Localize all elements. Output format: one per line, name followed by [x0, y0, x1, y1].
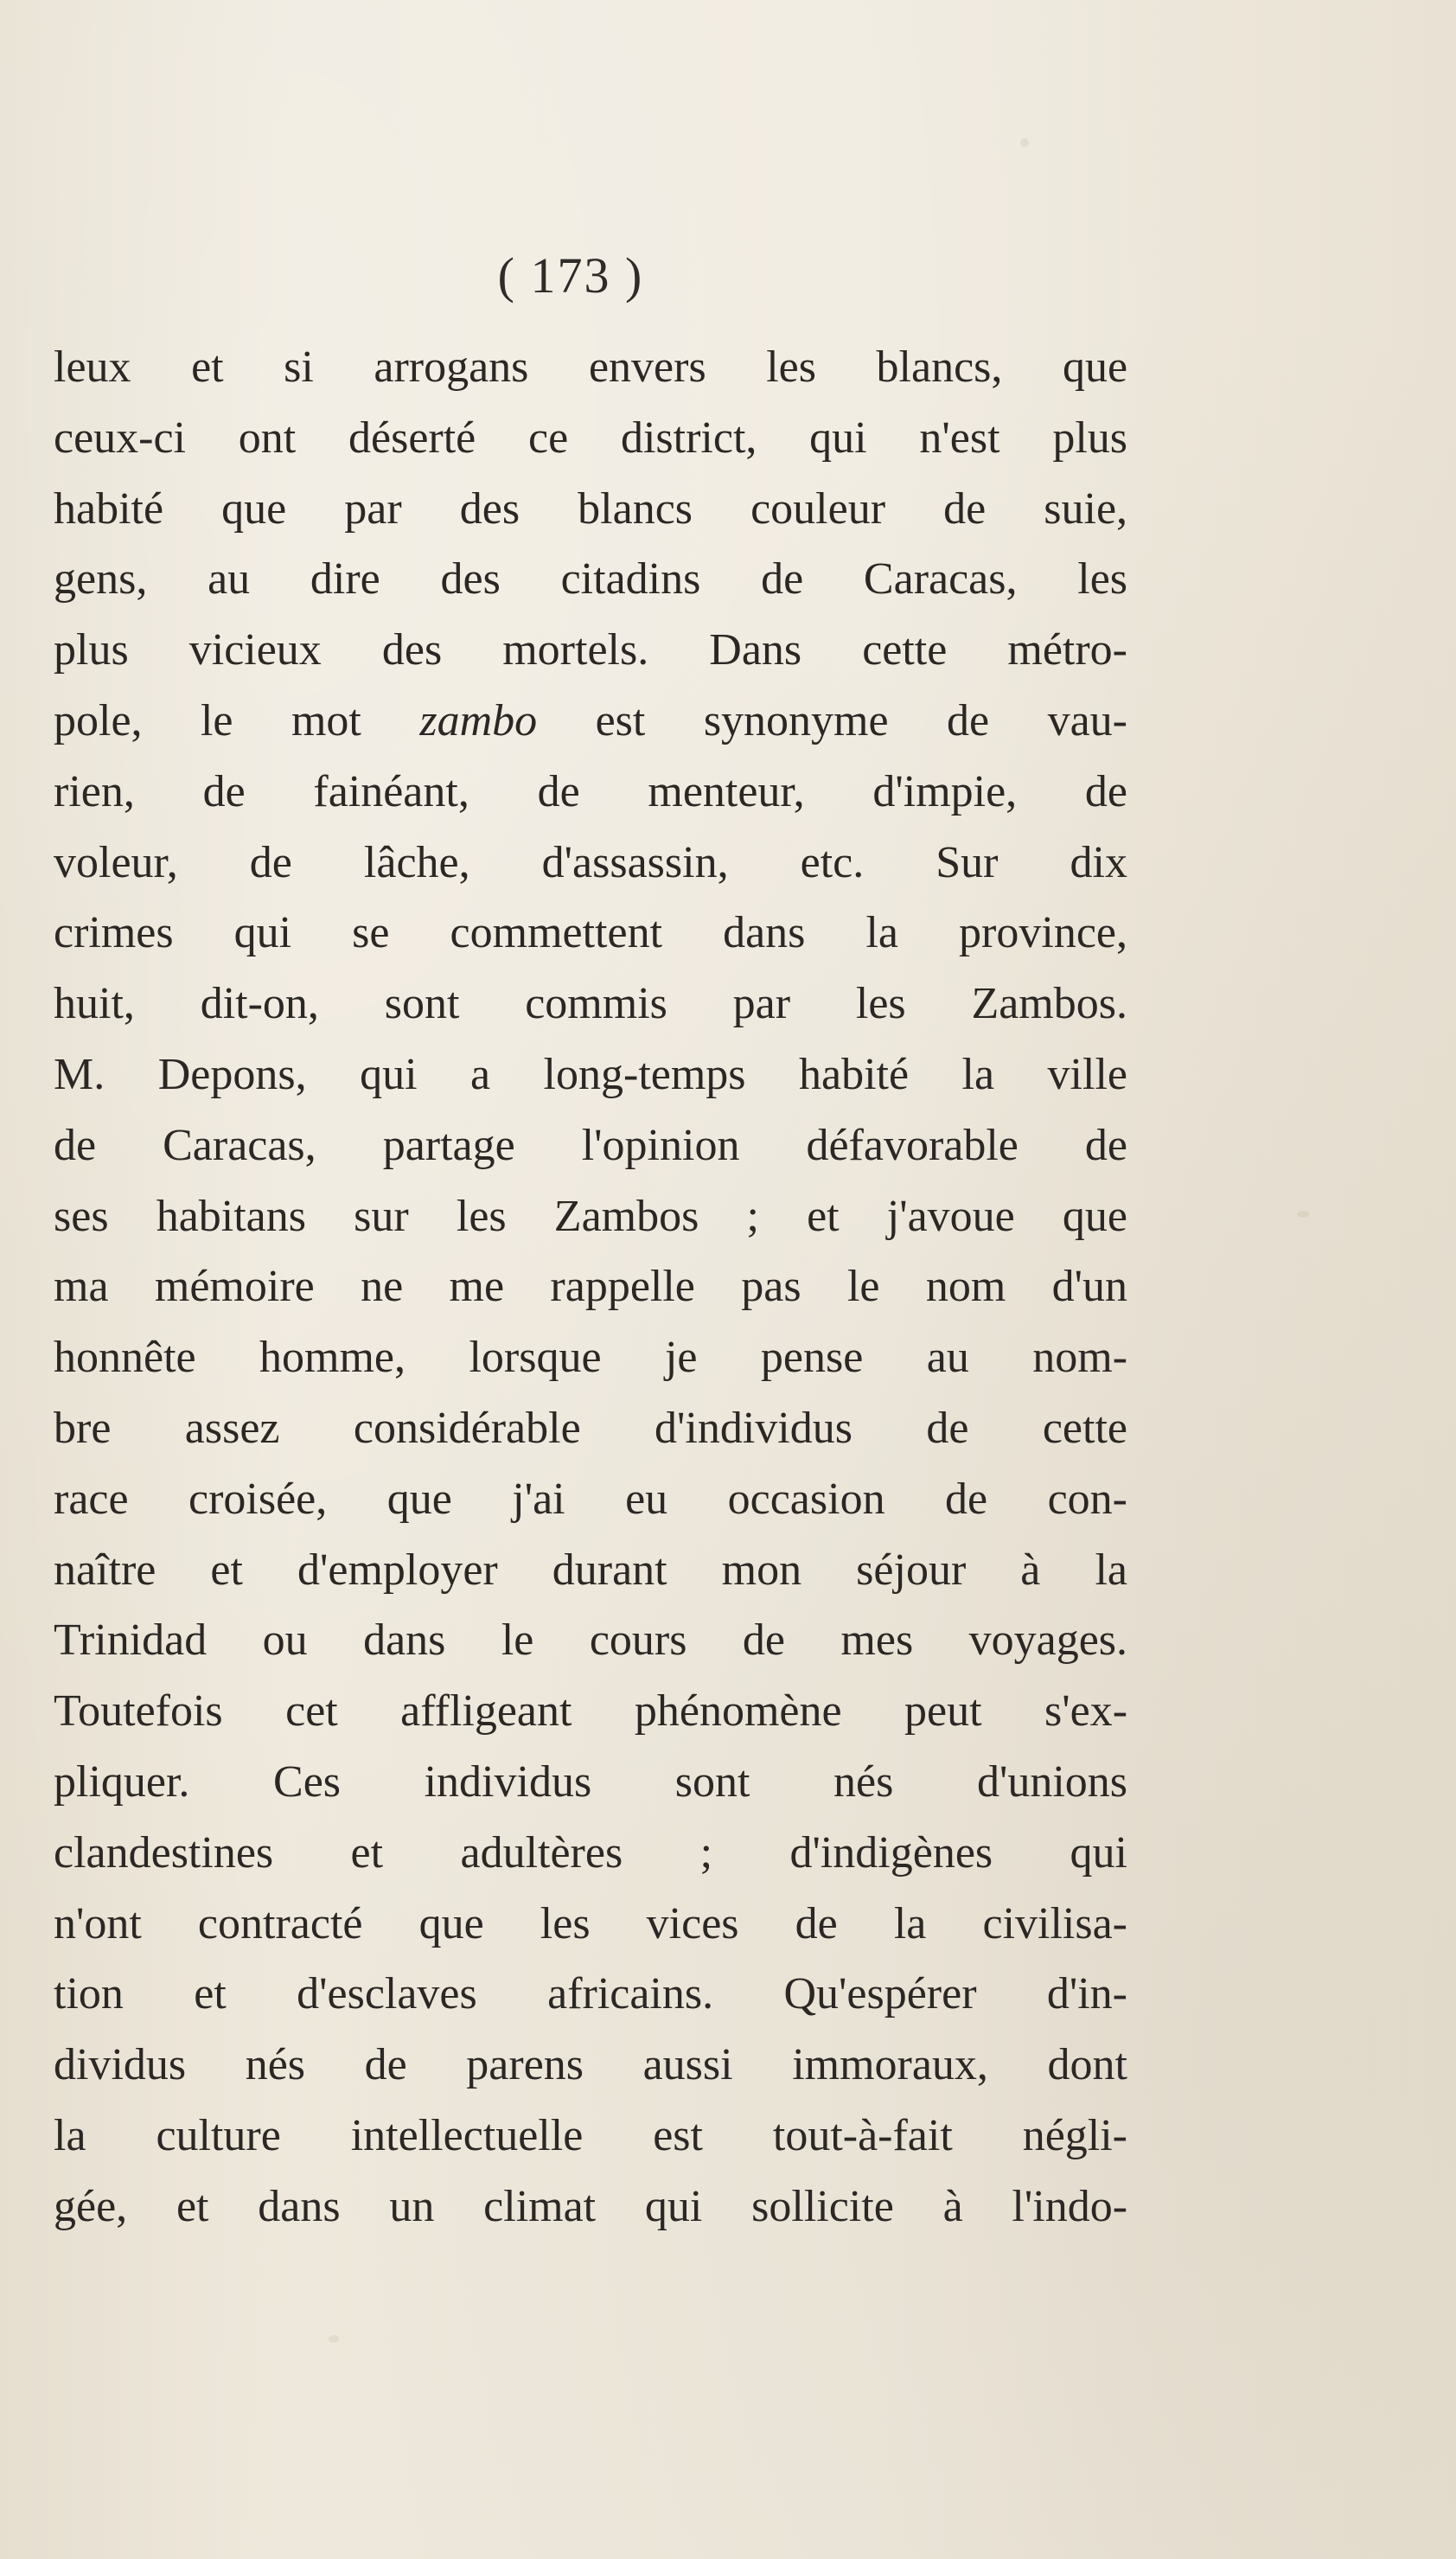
text-line: [54, 2101, 1127, 2172]
text-line: [54, 757, 1127, 828]
text-segment: M. Depons, qui a long-temps habité la ville: [54, 1049, 1127, 1099]
text-segment: est synonyme de vau-: [537, 695, 1127, 745]
text-segment: naître et d'employer durant mon séjour à la: [54, 1545, 1127, 1595]
text-segment: habité que par des blancs couleur de suie,: [54, 483, 1128, 534]
text-line: [54, 2030, 1127, 2101]
text-line: [54, 1040, 1127, 1110]
text-segment: ses habitans sur les Zambos ; et j'avoue que: [54, 1191, 1127, 1241]
text-line: [54, 403, 1127, 474]
text-segment: huit, dit-on, sont commis par les Zambos.: [54, 979, 1127, 1029]
text-line: [54, 1393, 1127, 1464]
text-segment: race croisée, que j'ai eu occasion de con-: [54, 1474, 1127, 1524]
text-line: [54, 332, 1127, 403]
text-line: [54, 1889, 1127, 1960]
text-line: [54, 1322, 1127, 1393]
text-line: [54, 474, 1127, 545]
text-segment: gée, et dans un climat qui sollicite à l'indo-: [54, 2181, 1128, 2231]
text-line: [54, 828, 1127, 899]
paper-stain: [329, 2335, 339, 2343]
text-line: [54, 969, 1127, 1040]
text-line: [54, 1747, 1127, 1818]
text-segment: rien, de fainéant, de menteur, d'impie, de: [54, 766, 1127, 816]
text-line: [54, 615, 1127, 686]
text-segment: leux et si arrogans envers les blancs, que: [54, 342, 1128, 392]
text-segment: Trinidad ou dans le cours de mes voyages.: [54, 1615, 1128, 1666]
text-segment: pliquer. Ces individus sont nés d'unions: [54, 1756, 1128, 1807]
text-segment: la culture intellectuelle est tout-à-fait négli-: [54, 2110, 1127, 2160]
page-number: ( 173 ): [497, 247, 644, 304]
text-line: [54, 1676, 1127, 1747]
text-segment: pole, le mot: [54, 695, 420, 745]
text-segment: crimes qui se commettent dans la province,: [54, 908, 1127, 958]
text-segment: gens, au dire des citadins de Caracas, les: [54, 554, 1128, 605]
text-segment: ma mémoire ne me rappelle pas le nom d'un: [54, 1262, 1128, 1312]
text-segment: honnête homme, lorsque je pense au nom-: [54, 1333, 1128, 1383]
text-line: [54, 1818, 1127, 1889]
text-segment: ceux-ci ont déserté ce district, qui n'est plus: [54, 413, 1127, 463]
paper-stain: [1297, 1211, 1309, 1218]
text-segment: plus vicieux des mortels. Dans cette métro-: [54, 625, 1128, 675]
text-line: [54, 898, 1127, 969]
italic-word: zambo: [419, 695, 538, 745]
text-segment: de Caracas, partage l'opinion défavorable de: [54, 1120, 1127, 1170]
text-segment: dividus nés de parens aussi immoraux, dont: [54, 2040, 1127, 2090]
text-line: [54, 1464, 1127, 1535]
text-segment: n'ont contracté que les vices de la civilisa-: [54, 1898, 1127, 1948]
text-line: [54, 2172, 1127, 2242]
text-segment: voleur, de lâche, d'assassin, etc. Sur dix: [54, 837, 1127, 887]
text-line: [54, 1605, 1127, 1676]
text-line: [54, 544, 1127, 615]
text-line: [54, 1251, 1127, 1322]
text-line: [54, 1535, 1127, 1606]
text-line: [54, 686, 1127, 757]
text-line: [54, 1110, 1127, 1181]
body-text: [54, 332, 1127, 2242]
text-segment: clandestines et adultères ; d'indigènes qui: [54, 1827, 1128, 1878]
text-line: [54, 1181, 1127, 1252]
text-segment: Toutefois cet affligeant phénomène peut s'ex-: [54, 1686, 1128, 1737]
text-line: [54, 1959, 1127, 2030]
paper-stain: [1020, 138, 1029, 147]
text-segment: tion et d'esclaves africains. Qu'espérer d'in-: [54, 1969, 1127, 2019]
text-segment: bre assez considérable d'individus de cette: [54, 1403, 1127, 1453]
